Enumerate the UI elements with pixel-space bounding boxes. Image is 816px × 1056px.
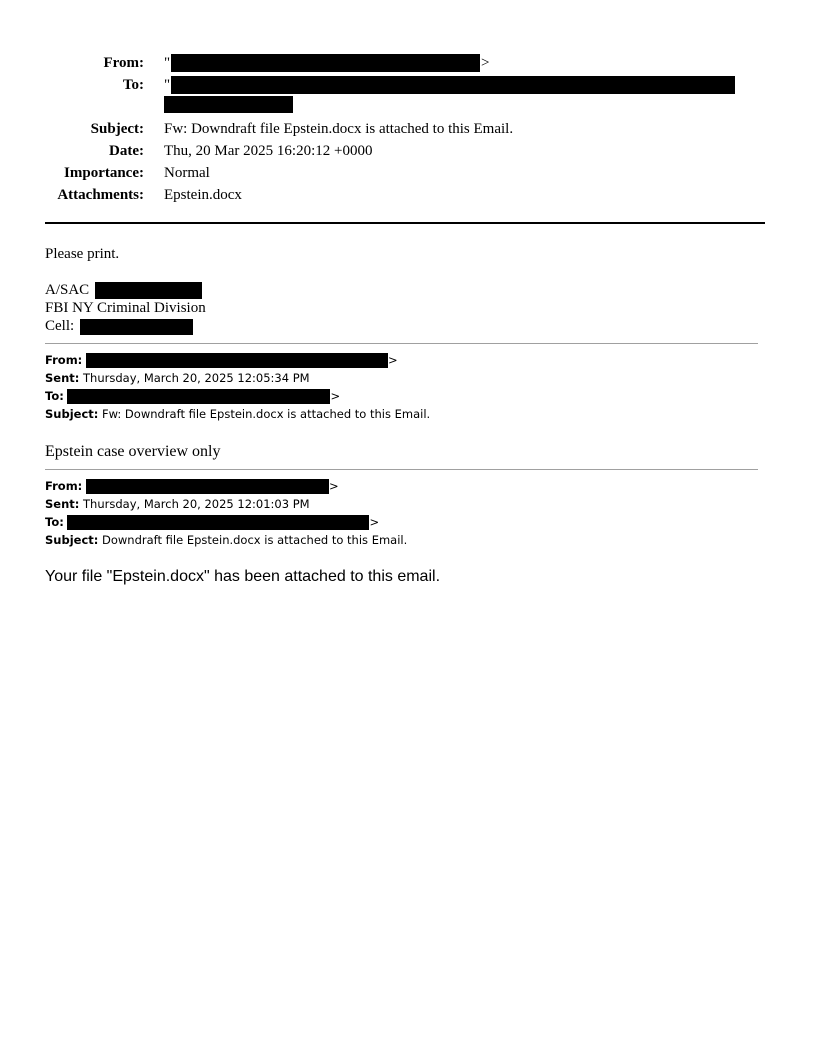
signature-title-line (45, 281, 202, 299)
body-message: Please print. (45, 246, 120, 262)
from-row (0, 52, 800, 74)
from-value (164, 52, 170, 74)
to-row (0, 74, 800, 96)
subject-row (0, 118, 800, 140)
subject-label: Subject: (90, 121, 144, 137)
fwd1-subject (45, 405, 430, 423)
from-close: > (481, 55, 490, 71)
fwd2-subject-label: Subject: (45, 533, 99, 547)
header-divider (45, 222, 765, 224)
date-value: Thu, 20 Mar 2025 16:20:12 +0000 (164, 143, 373, 159)
fwd1-to-label: To: (45, 389, 64, 403)
signature-division: FBI NY Criminal Division (45, 300, 206, 316)
forwarded-header-2 (45, 477, 407, 549)
redaction-block (86, 479, 329, 494)
fwd1-sent (45, 369, 430, 387)
redaction-block (95, 282, 202, 299)
from-label: From: (103, 55, 144, 71)
fwd2-message: Your file "Epstein.docx" has been attached to this email. (45, 568, 441, 585)
importance-row (0, 162, 800, 184)
redaction-block (80, 319, 193, 335)
fwd1-sent-label: Sent: (45, 371, 80, 385)
forward-divider-1 (45, 343, 758, 344)
fwd2-from-label: From: (45, 479, 83, 493)
forwarded-header-1 (45, 351, 430, 423)
fwd2-sent (45, 495, 407, 513)
redaction-block (67, 515, 369, 530)
fwd2-from-close: > (328, 479, 339, 493)
signature-title: A/SAC (45, 282, 90, 298)
attachments-label: Attachments: (57, 187, 144, 203)
to-row-cont (0, 96, 800, 118)
fwd1-message: Epstein case overview only (45, 443, 221, 460)
fwd2-subject (45, 531, 407, 549)
redaction-block (86, 353, 388, 368)
attachments-row (0, 184, 800, 206)
redaction-block (164, 96, 293, 113)
importance-value: Normal (164, 165, 210, 181)
importance-label: Importance: (64, 165, 144, 181)
fwd1-to (45, 387, 430, 405)
redaction-block (67, 389, 330, 404)
forward-divider-2 (45, 469, 758, 470)
subject-value: Fw: Downdraft file Epstein.docx is attached to this Email. (164, 121, 514, 137)
from-quote: " (164, 55, 171, 71)
to-quote: " (164, 77, 171, 93)
fwd2-subject-value: Downdraft file Epstein.docx is attached to this Email. (102, 533, 408, 547)
date-label: Date: (109, 143, 144, 159)
fwd1-from-label: From: (45, 353, 83, 367)
signature-cell-line (45, 317, 193, 335)
fwd2-sent-label: Sent: (45, 497, 80, 511)
fwd1-to-close: > (330, 389, 341, 403)
redaction-block (171, 76, 735, 94)
date-row (0, 140, 800, 162)
fwd2-sent-value: Thursday, March 20, 2025 12:01:03 PM (83, 497, 310, 511)
fwd2-to (45, 513, 407, 531)
fwd2-from (45, 477, 407, 495)
fwd1-subject-label: Subject: (45, 407, 99, 421)
signature-cell-label: Cell: (45, 318, 75, 334)
fwd2-to-close: > (369, 515, 380, 529)
email-header (0, 52, 800, 206)
fwd1-from (45, 351, 430, 369)
fwd1-from-close: > (387, 353, 398, 367)
fwd1-sent-value: Thursday, March 20, 2025 12:05:34 PM (83, 371, 310, 385)
attachments-value: Epstein.docx (164, 187, 242, 203)
to-label: To: (122, 77, 144, 93)
redaction-block (171, 54, 480, 72)
fwd2-to-label: To: (45, 515, 64, 529)
to-value (164, 74, 170, 96)
fwd1-subject-value: Fw: Downdraft file Epstein.docx is attached to this Email. (102, 407, 431, 421)
